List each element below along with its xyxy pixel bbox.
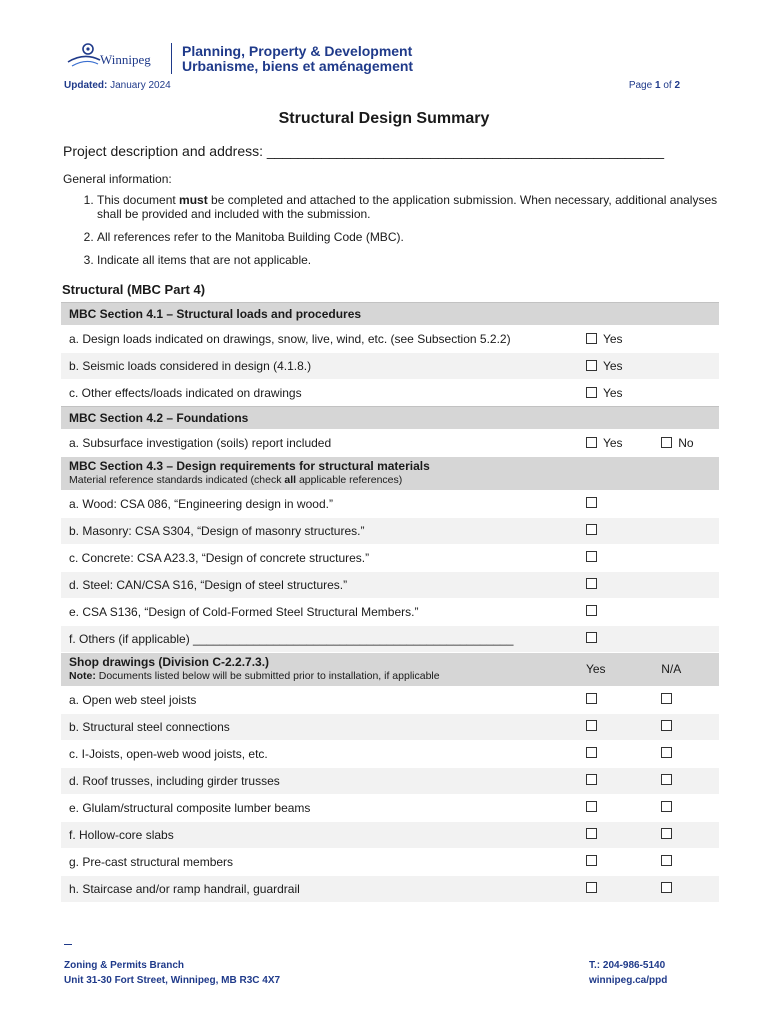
table-row bbox=[61, 795, 719, 822]
page-title: Structural Design Summary bbox=[278, 110, 490, 127]
column-header-yes: Yes bbox=[578, 653, 653, 687]
section-header bbox=[61, 303, 719, 326]
table-row bbox=[61, 380, 719, 407]
checkbox-icon[interactable] bbox=[586, 693, 597, 704]
header-divider bbox=[171, 43, 172, 74]
list-item: 2. All references refer to the Manitoba Building Code (MBC). bbox=[97, 230, 737, 244]
section-4-3-title: MBC Section 4.3 – Design requirements for structural materials bbox=[69, 459, 430, 473]
table-row bbox=[61, 599, 719, 626]
dept-en: Planning, Property & Development bbox=[182, 43, 413, 59]
checkbox-icon[interactable] bbox=[586, 551, 597, 562]
checkbox-icon[interactable] bbox=[661, 693, 672, 704]
row-label: b. Seismic loads considered in design (4.1.8.) bbox=[61, 353, 578, 380]
section-4-3-subtitle: Material reference standards indicated (check all applicable references) bbox=[69, 474, 403, 486]
table-row bbox=[61, 491, 719, 518]
footer-right bbox=[589, 958, 667, 988]
general-info-list bbox=[63, 193, 737, 276]
table-row bbox=[61, 849, 719, 876]
checkbox-icon[interactable] bbox=[586, 747, 597, 758]
checkbox-icon[interactable] bbox=[586, 801, 597, 812]
row-label: g. Pre-cast structural members bbox=[61, 849, 578, 876]
checkbox-icon[interactable] bbox=[586, 578, 597, 589]
checkbox-icon[interactable] bbox=[586, 632, 597, 643]
yes-label: Yes bbox=[602, 386, 623, 400]
list-item: 3. Indicate all items that are not applicable. bbox=[97, 253, 737, 267]
page-total: 2 bbox=[674, 80, 680, 91]
row-label: f. Hollow-core slabs bbox=[61, 822, 578, 849]
yes-checkbox[interactable] bbox=[578, 326, 653, 353]
checkbox-icon[interactable] bbox=[586, 360, 597, 371]
checkbox-icon[interactable] bbox=[661, 437, 672, 448]
checkbox-icon[interactable] bbox=[661, 882, 672, 893]
table-row bbox=[61, 714, 719, 741]
table-row bbox=[61, 545, 719, 572]
checkbox-icon[interactable] bbox=[661, 855, 672, 866]
general-info-label: General information: bbox=[63, 172, 172, 186]
row-label: c. Concrete: CSA A23.3, “Design of concrete structures.” bbox=[61, 545, 578, 572]
checkbox-icon[interactable] bbox=[586, 605, 597, 616]
table-row bbox=[61, 876, 719, 903]
shop-drawings-title: Shop drawings (Division C-2.2.7.3.) bbox=[69, 655, 270, 669]
table-row bbox=[61, 768, 719, 795]
checkbox-icon[interactable] bbox=[661, 747, 672, 758]
yes-checkbox[interactable] bbox=[578, 430, 653, 457]
page-label: Page bbox=[628, 80, 653, 91]
yes-label: Yes bbox=[602, 359, 623, 373]
dept-fr: Urbanisme, biens et aménagement bbox=[182, 58, 414, 74]
table-row bbox=[61, 326, 719, 353]
row-label: e. CSA S136, “Design of Cold-Formed Steel Structural Members.” bbox=[61, 599, 578, 626]
table-row bbox=[61, 687, 719, 714]
table-row bbox=[61, 572, 719, 599]
section-4-2-title: MBC Section 4.2 – Foundations bbox=[61, 407, 719, 430]
footer-left bbox=[64, 958, 280, 988]
updated-label: Updated: bbox=[64, 80, 108, 91]
yes-checkbox[interactable] bbox=[578, 380, 653, 407]
column-header-na: N/A bbox=[653, 653, 719, 687]
checkbox-icon[interactable] bbox=[586, 497, 597, 508]
page-number bbox=[629, 80, 680, 91]
section-header bbox=[61, 457, 719, 491]
checkbox-icon[interactable] bbox=[661, 720, 672, 731]
checkbox-icon[interactable] bbox=[661, 801, 672, 812]
yes-label: Yes bbox=[602, 332, 623, 346]
row-label: h. Staircase and/or ramp handrail, guardrail bbox=[61, 876, 578, 903]
checkbox-icon[interactable] bbox=[586, 720, 597, 731]
project-description-field[interactable]: Project description and address: ___________________________________________________ bbox=[63, 143, 664, 159]
section-header bbox=[61, 653, 719, 687]
checkbox-icon[interactable] bbox=[586, 774, 597, 785]
table-row bbox=[61, 626, 719, 653]
row-label: c. Other effects/loads indicated on drawings bbox=[61, 380, 578, 407]
updated-date bbox=[64, 80, 171, 91]
shop-drawings-note: Note: Documents listed below will be submitted prior to installation, if applicable bbox=[69, 670, 440, 682]
section-4-1-title: MBC Section 4.1 – Structural loads and procedures bbox=[61, 303, 719, 326]
others-field[interactable]: f. Others (if applicable) ________________________________________________ bbox=[61, 626, 578, 653]
list-item: 1. This document must be completed and attached to the application submission. When necessary, additional analyses shall be provided and included with the submission. bbox=[97, 193, 737, 221]
shop-drawings-header bbox=[61, 653, 578, 687]
no-checkbox[interactable] bbox=[653, 430, 719, 457]
footer-dash bbox=[64, 944, 72, 945]
yes-label: Yes bbox=[602, 436, 623, 450]
row-label: b. Structural steel connections bbox=[61, 714, 578, 741]
table-row bbox=[61, 430, 719, 457]
table-row bbox=[61, 518, 719, 545]
checkbox-icon[interactable] bbox=[586, 855, 597, 866]
row-label: a. Subsurface investigation (soils) report included bbox=[61, 430, 578, 457]
row-label: a. Design loads indicated on drawings, snow, live, wind, etc. (see Subsection 5.2.2) bbox=[61, 326, 578, 353]
section-4-3-header bbox=[61, 457, 719, 491]
footer-address: Unit 31-30 Fort Street, Winnipeg, MB R3C 4X7 bbox=[64, 975, 281, 986]
footer-phone: T.: 204-986-5140 bbox=[589, 960, 666, 971]
structural-section-title: Structural (MBC Part 4) bbox=[62, 282, 206, 297]
row-label: d. Roof trusses, including girder trusses bbox=[61, 768, 578, 795]
checkbox-icon[interactable] bbox=[661, 774, 672, 785]
page-current: 1 bbox=[654, 80, 661, 91]
row-label: a. Open web steel joists bbox=[61, 687, 578, 714]
checkbox-icon[interactable] bbox=[586, 333, 597, 344]
checkbox-icon[interactable] bbox=[586, 828, 597, 839]
table-row bbox=[61, 822, 719, 849]
footer-branch: Zoning & Permits Branch bbox=[64, 960, 185, 971]
no-label: No bbox=[678, 436, 694, 450]
page-of: of bbox=[663, 80, 672, 91]
table-row bbox=[61, 741, 719, 768]
checkbox-icon[interactable] bbox=[586, 882, 597, 893]
logo-text: Winnipeg bbox=[100, 52, 151, 67]
department-name bbox=[182, 44, 413, 74]
updated-value: January 2024 bbox=[110, 80, 171, 91]
checkbox-icon[interactable] bbox=[661, 828, 672, 839]
structural-table bbox=[61, 302, 719, 902]
row-label: e. Glulam/structural composite lumber beams bbox=[61, 795, 578, 822]
row-label: c. I-Joists, open-web wood joists, etc. bbox=[61, 741, 578, 768]
footer-website-link[interactable]: winnipeg.ca/ppd bbox=[589, 975, 668, 986]
checkbox-icon[interactable] bbox=[586, 387, 597, 398]
row-label: d. Steel: CAN/CSA S16, “Design of steel structures.” bbox=[61, 572, 578, 599]
row-label: a. Wood: CSA 086, “Engineering design in wood.” bbox=[61, 491, 578, 518]
section-header bbox=[61, 407, 719, 430]
yes-checkbox[interactable] bbox=[578, 353, 653, 380]
checkbox-icon[interactable] bbox=[586, 437, 597, 448]
checkbox-icon[interactable] bbox=[586, 524, 597, 535]
table-row bbox=[61, 353, 719, 380]
row-label: b. Masonry: CSA S304, “Design of masonry structures.” bbox=[61, 518, 578, 545]
